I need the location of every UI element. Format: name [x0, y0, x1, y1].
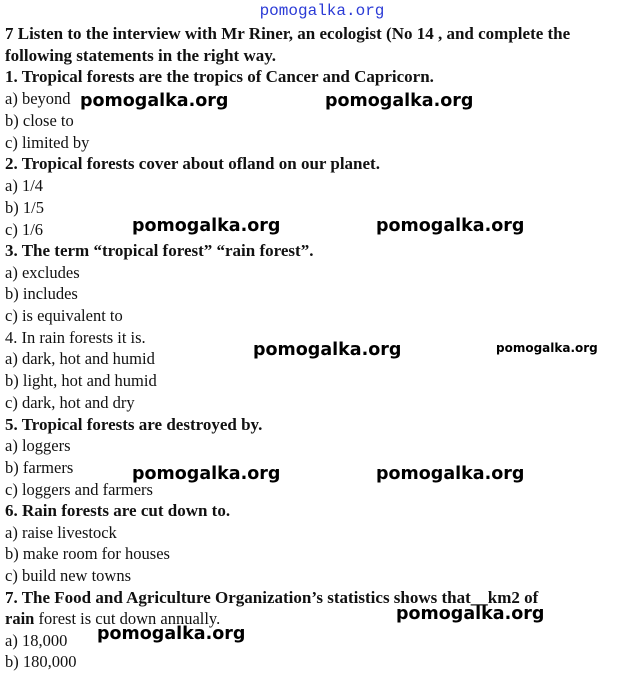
q4-option-b: b) light, hot and humid — [5, 371, 157, 390]
q7-option-b: b) 180,000 — [5, 652, 77, 671]
q3-option-b: b) includes — [5, 284, 78, 303]
q3-option-a: a) excludes — [5, 263, 80, 282]
q2-option-b: b) 1/5 — [5, 198, 44, 217]
intro-line-1: 7 Listen to the interview with Mr Riner, an ecologist (No 14 , and complete the — [5, 24, 571, 43]
q4-option-a: a) dark, hot and humid — [5, 349, 155, 368]
watermark: pomogalka.org — [376, 216, 525, 236]
watermark: pomogalka.org — [132, 216, 281, 236]
q6-option-c: c) build new towns — [5, 566, 132, 585]
q1-option-c: c) limited by — [5, 133, 90, 152]
q2-option-a: a) 1/4 — [5, 176, 44, 195]
watermark: pomogalka.org — [97, 624, 246, 644]
q1-option-a: a) beyond — [5, 89, 71, 108]
watermark: pomogalka.org — [80, 91, 229, 111]
q4-option-c: c) dark, hot and dry — [5, 393, 135, 412]
watermark: pomogalka.org — [132, 464, 281, 484]
question-1: 1. Tropical forests are the tropics of Cancer and Capricorn. — [5, 67, 434, 86]
q6-option-a: a) raise livestock — [5, 523, 117, 542]
watermark: pomogalka.org — [376, 464, 525, 484]
header-watermark: pomogalka.org — [259, 2, 385, 20]
question-3: 3. The term “tropical forest” “rain forest”. — [5, 241, 314, 260]
watermark: pomogalka.org — [325, 91, 474, 111]
question-7-rest: forest is cut down annually. — [34, 609, 221, 628]
q5-option-a: a) loggers — [5, 436, 71, 455]
question-7-bold-word: rain — [5, 609, 35, 628]
question-7: 7. The Food and Agriculture Organization’s statistics shows that__km2 of — [5, 588, 539, 607]
watermark-small: pomogalka.org — [496, 341, 598, 355]
question-4: 4. In rain forests it is. — [5, 328, 146, 347]
watermark: pomogalka.org — [396, 604, 545, 624]
intro-line-2: following statements in the right way. — [5, 46, 277, 65]
q5-option-b: b) farmers — [5, 458, 74, 477]
watermark: pomogalka.org — [253, 340, 402, 360]
q2-option-c: c) 1/6 — [5, 220, 44, 239]
q1-option-b: b) close to — [5, 111, 74, 130]
q6-option-b: b) make room for houses — [5, 544, 170, 563]
question-6: 6. Rain forests are cut down to. — [5, 501, 231, 520]
q7-option-a: a) 18,000 — [5, 631, 68, 650]
question-5: 5. Tropical forests are destroyed by. — [5, 415, 263, 434]
question-2: 2. Tropical forests cover about ofland on our planet. — [5, 154, 380, 173]
q5-option-c: c) loggers and farmers — [5, 480, 153, 499]
q3-option-c: c) is equivalent to — [5, 306, 123, 325]
